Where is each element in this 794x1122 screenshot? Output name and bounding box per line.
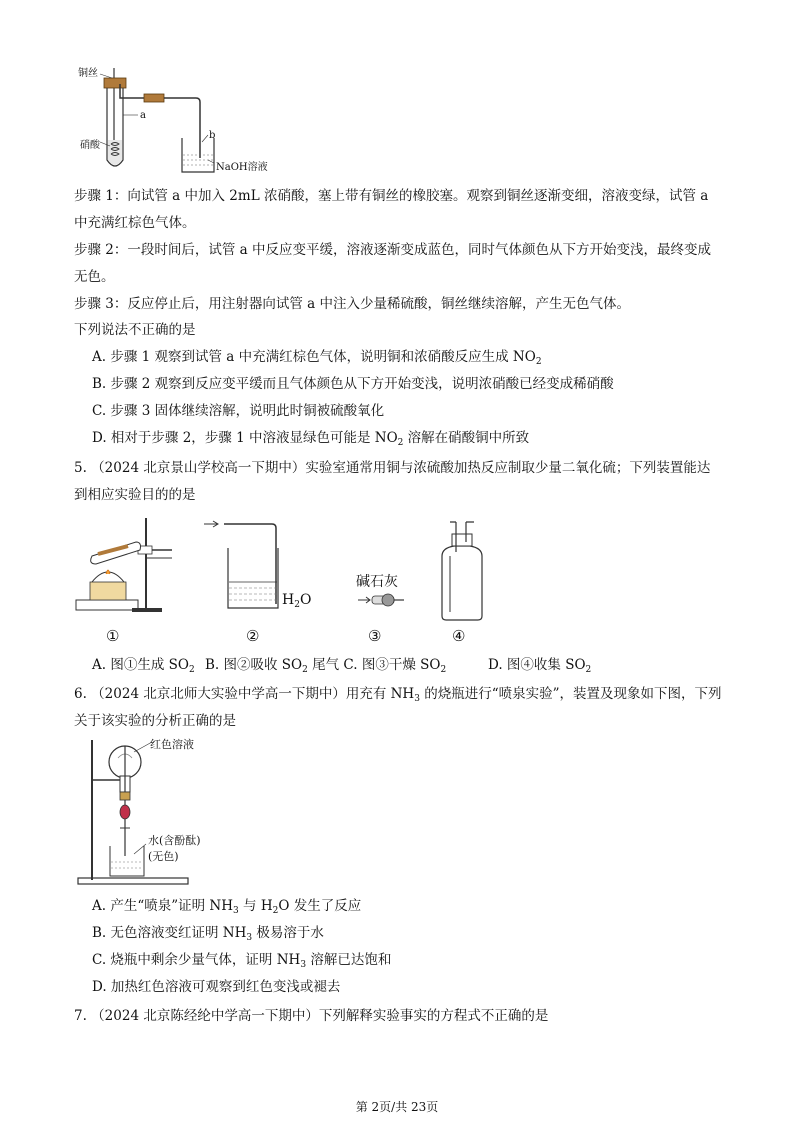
q6-option-a-post: O 发生了反应 bbox=[278, 898, 362, 914]
q5-option-ab-c bbox=[92, 655, 446, 675]
q5-fig-num-4: ④ bbox=[452, 627, 466, 645]
q5-fig-h2o-h: H bbox=[282, 592, 295, 608]
q6-option-a-sub: 3 bbox=[233, 906, 239, 916]
q4-option-a-text: A. 步骤 1 观察到试管 a 中充满红棕色气体，说明铜和浓硝酸反应生成 NO bbox=[92, 349, 536, 365]
q5-option-b[interactable] bbox=[205, 657, 446, 673]
q4-option-b-text: B. 步骤 2 观察到反应变平缓而且气体颜色从下方开始变浅，说明浓硝酸已经变成稀硝酸 bbox=[92, 376, 614, 392]
q5-option-d-sub: 2 bbox=[585, 665, 592, 675]
fig1-label-copper: 铜丝 bbox=[78, 68, 98, 79]
q5-fig-h2o-sub: 2 bbox=[294, 600, 300, 610]
q5-stem-line1: 5. （2024 北京景山学校高一下期中）实验室通常用铜与浓硫酸加热反应制取少量二氧化硫；下列装置能达 bbox=[74, 460, 711, 476]
q5-fig-h2o bbox=[282, 590, 311, 610]
fig1-label-a: a bbox=[140, 110, 146, 121]
q6-option-c-sub: 3 bbox=[300, 960, 307, 970]
q6-option-d[interactable] bbox=[92, 977, 340, 997]
q6-option-b-sub: 3 bbox=[246, 933, 253, 943]
q5-fig-num-1: ① bbox=[106, 627, 120, 645]
fig1-label-b: b bbox=[209, 130, 216, 141]
q4-option-a[interactable] bbox=[92, 347, 542, 367]
q6-stem-line1-post: 的烧瓶进行“喷泉实验”，装置及现象如下图，下列 bbox=[419, 686, 722, 702]
q4-option-c-text: C. 步骤 3 固体继续溶解，说明此时铜被硫酸氧化 bbox=[92, 403, 385, 419]
q6-figure-fountain bbox=[74, 736, 234, 888]
q4-option-d-text: D. 相对于步骤 2，步骤 1 中溶液显绿色可能是 NO bbox=[92, 430, 398, 446]
q6-option-a-mid: 与 H bbox=[238, 898, 273, 914]
q6-option-b-post: 极易溶于水 bbox=[252, 925, 324, 941]
q5-option-a-sub: 2 bbox=[188, 665, 195, 675]
fig1-label-acid: 硝酸 bbox=[80, 140, 100, 151]
q5-option-a-text: A. 图①生成 SO bbox=[92, 657, 189, 673]
q5-stem-line2: 到相应实验目的的是 bbox=[74, 487, 196, 503]
page-footer: 第 2页/共 23页 bbox=[355, 1100, 439, 1114]
q7-stem: 7. （2024 北京陈经纶中学高一下期中）下列解释实验事实的方程式不正确的是 bbox=[74, 1008, 549, 1024]
q5-option-c-sub: 2 bbox=[440, 665, 447, 675]
q4-option-c[interactable] bbox=[92, 401, 384, 421]
q4-option-a-sub: 2 bbox=[535, 357, 542, 367]
q5-option-bc-text: 尾气 C. 图③干燥 SO bbox=[307, 657, 441, 673]
q6-option-c[interactable] bbox=[92, 950, 391, 970]
q6-option-c-text: C. 烧瓶中剩余少量气体，证明 NH bbox=[92, 952, 301, 968]
q5-fig-num-3: ③ bbox=[368, 627, 382, 645]
q5-option-b-text: B. 图②吸收 SO bbox=[204, 657, 303, 673]
q4-step2-line1: 步骤 2：一段时间后，试管 a 中反应变平缓，溶液逐渐变成蓝色，同时气体颜色从下方开始变浅，最终变成 bbox=[74, 242, 712, 258]
q4-step3: 步骤 3：反应停止后，用注射器向试管 a 中注入少量稀硫酸，铜丝继续溶解，产生无色气体。 bbox=[74, 296, 631, 312]
q4-option-b[interactable] bbox=[92, 374, 614, 394]
q6-option-a[interactable] bbox=[92, 896, 361, 916]
q6-stem-line1-pre: 6. （2024 北京北师大实验中学高一下期中）用充有 NH bbox=[74, 686, 415, 702]
q4-step1-line1: 步骤 1：向试管 a 中加入 2mL 浓硝酸，塞上带有铜丝的橡胶塞。观察到铜丝逐渐变细，溶液变绿，试管 a bbox=[74, 188, 709, 204]
q6-fig-red-solution: 红色溶液 bbox=[150, 738, 194, 751]
q5-figure-drawing bbox=[72, 512, 492, 652]
q6-figure-fountain-drawing bbox=[74, 736, 234, 888]
q5-fig-h2o-o: O bbox=[299, 592, 312, 608]
q6-option-a-sub2: 2 bbox=[272, 906, 279, 916]
q6-fig-colorless-label: (无色) bbox=[148, 850, 179, 863]
q4-option-d-text-post: 溶解在硝酸铜中所致 bbox=[403, 430, 530, 446]
q5-option-a[interactable] bbox=[92, 657, 195, 673]
q4-step2-line2: 无色。 bbox=[74, 269, 115, 285]
q6-option-b-text: B. 无色溶液变红证明 NH bbox=[92, 925, 247, 941]
q6-stem-line1-sub: 3 bbox=[414, 694, 420, 704]
q5-option-b-sub: 2 bbox=[302, 665, 308, 675]
q6-option-a-text: A. 产生“喷泉”证明 NH bbox=[92, 898, 234, 914]
q4-stem: 下列说法不正确的是 bbox=[74, 322, 196, 338]
q4-step1-line2: 中充满红棕色气体。 bbox=[74, 215, 196, 231]
fig1-label-naoh: NaOH溶液 bbox=[216, 162, 268, 173]
q6-option-d-text: D. 加热红色溶液可观察到红色变浅或褪去 bbox=[92, 979, 341, 995]
q5-option-d-text: D. 图④收集 SO bbox=[488, 657, 586, 673]
q4-option-d[interactable] bbox=[92, 428, 529, 448]
q5-figure bbox=[72, 512, 492, 652]
q4-option-d-sub: 2 bbox=[397, 438, 404, 448]
q6-fig-water-label: 水(含酚酞) bbox=[148, 834, 201, 847]
q5-fig-num-2: ② bbox=[246, 627, 260, 645]
q5-option-d[interactable] bbox=[488, 655, 591, 675]
q6-option-c-post: 溶解已达饱和 bbox=[306, 952, 392, 968]
q6-stem-line1 bbox=[74, 684, 722, 704]
q5-fig-soda-lime: 碱石灰 bbox=[356, 574, 398, 590]
q6-stem-line2: 关于该实验的分析正确的是 bbox=[74, 713, 236, 729]
q6-option-b[interactable] bbox=[92, 923, 324, 943]
